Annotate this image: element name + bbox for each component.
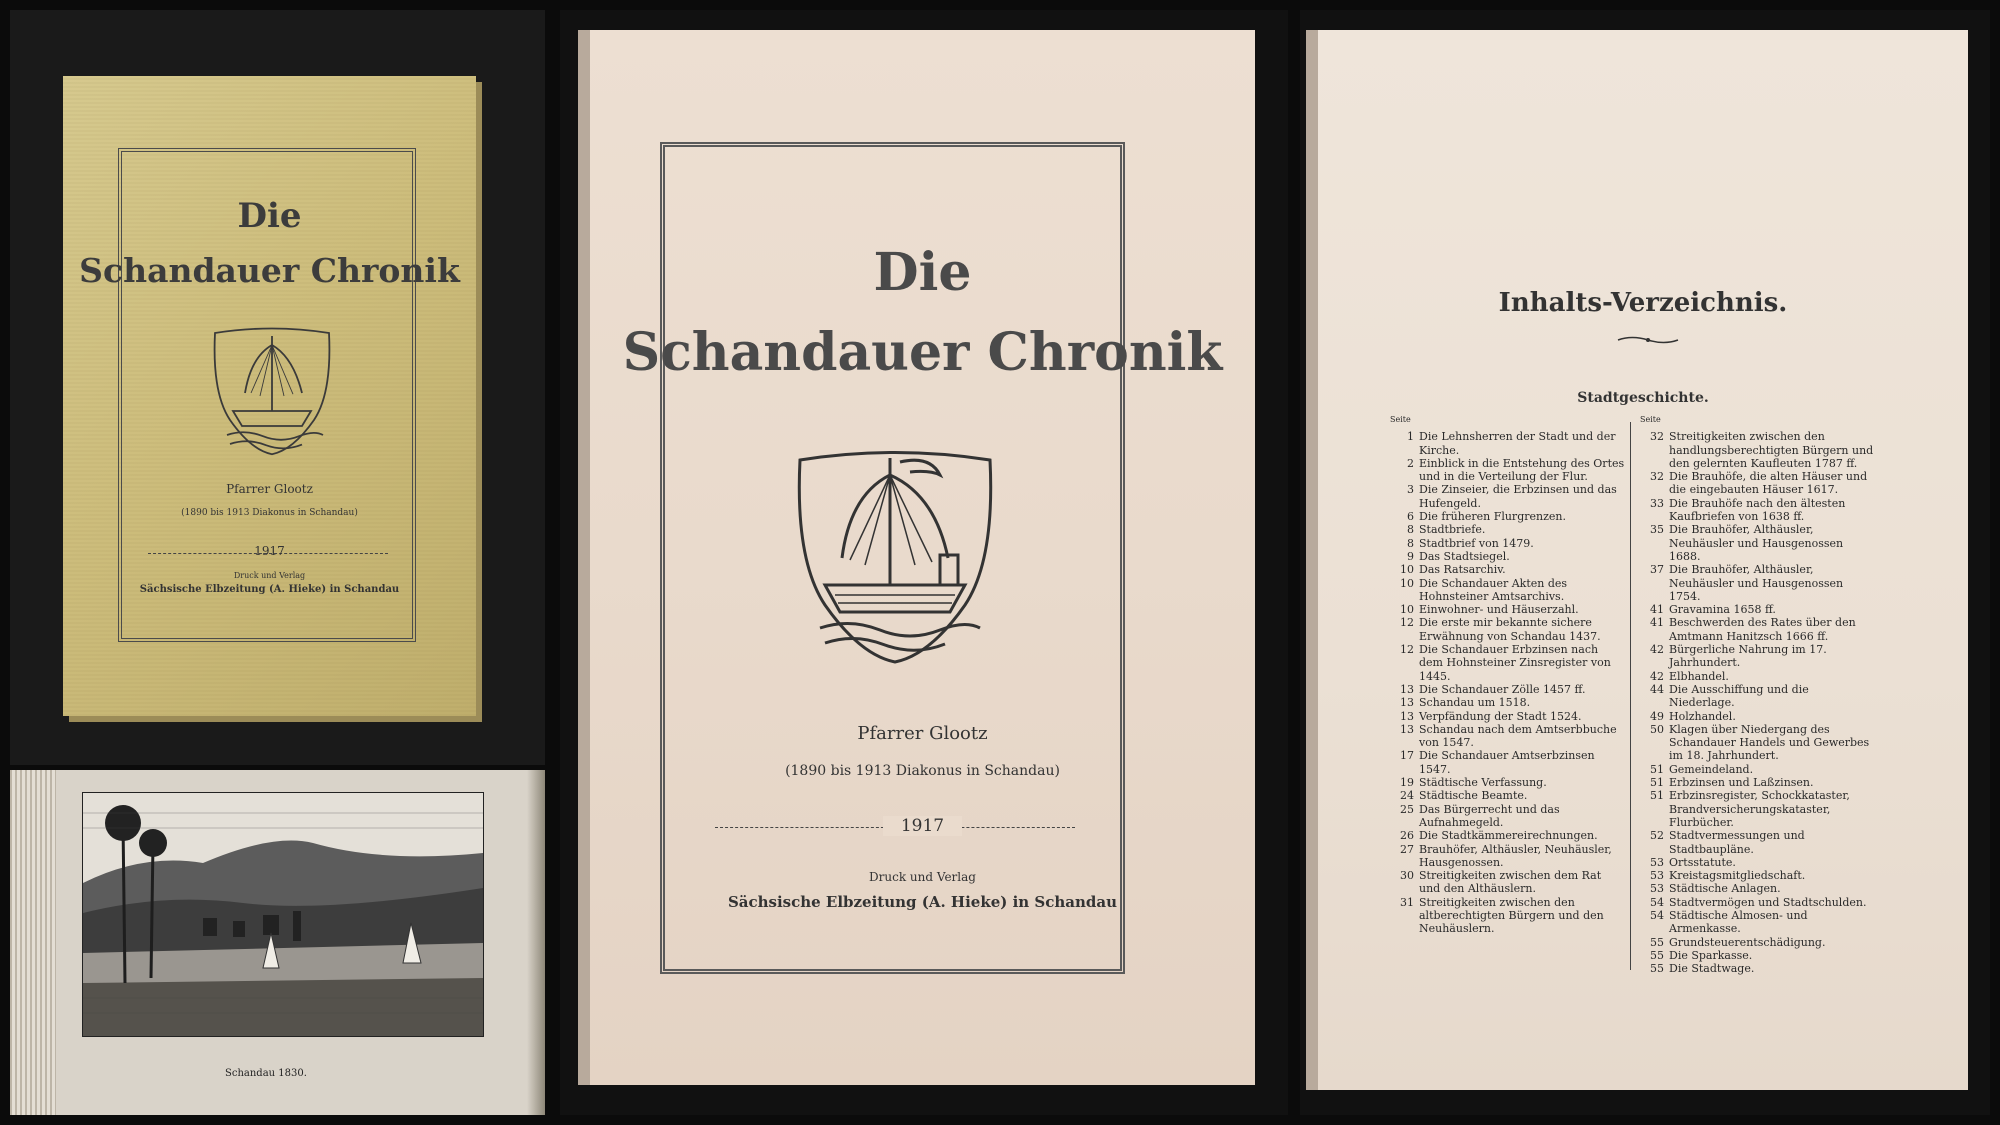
entry-text: Erbzinsen und Laßzinsen. bbox=[1669, 776, 1814, 790]
entry-text: Die Schandauer Erbzinsen nach dem Hohnsteiner Zinsregister von 1445. bbox=[1419, 643, 1611, 683]
entry-text: Die Stadtwage. bbox=[1669, 962, 1755, 976]
entry-page: 30 bbox=[1400, 869, 1414, 883]
entry-text: Klagen über Niedergang des Schandauer Handels und Gewerbes im 18. Jahrhundert. bbox=[1669, 722, 1870, 763]
entry-page: 25 bbox=[1400, 802, 1414, 816]
entry-page: 53 bbox=[1650, 882, 1664, 896]
contents-entry bbox=[1390, 696, 1625, 709]
entry-text: Grundsteuerentschädigung. bbox=[1669, 935, 1826, 949]
entry-page: 49 bbox=[1650, 709, 1664, 723]
entry-page: 55 bbox=[1650, 935, 1664, 949]
contents-entry bbox=[1640, 430, 1875, 470]
coat-of-arms-icon bbox=[780, 440, 1010, 665]
entry-page: 37 bbox=[1650, 563, 1664, 577]
contents-entry bbox=[1390, 457, 1625, 484]
contents-entry bbox=[1640, 909, 1875, 936]
contents-entry bbox=[1640, 896, 1875, 909]
cover-year: 1917 bbox=[254, 544, 285, 558]
contents-heading: Inhalts-Verzeichnis. bbox=[1498, 288, 1788, 318]
entry-text: Streitigkeiten zwischen den altberechtigten Bürgern und den Neuhäuslern. bbox=[1419, 895, 1604, 936]
contents-entry bbox=[1390, 510, 1625, 523]
entry-text: Die Lehnsherren der Stadt und der Kirche. bbox=[1419, 430, 1616, 457]
entry-text: Städtische Anlagen. bbox=[1669, 882, 1781, 896]
cover-note: (1890 bis 1913 Diakonus in Schandau) bbox=[181, 508, 358, 518]
entry-text: Die Brauhöfe, die alten Häuser und die eingebauten Häuser 1617. bbox=[1669, 470, 1868, 497]
entry-page: 9 bbox=[1407, 549, 1414, 563]
entry-page: 50 bbox=[1650, 722, 1664, 736]
engraving-caption: Schandau 1830. bbox=[225, 1068, 307, 1079]
entry-page: 53 bbox=[1650, 869, 1664, 883]
title-page-author: Pfarrer Glootz bbox=[857, 723, 988, 744]
entry-text: Stadtbriefe. bbox=[1419, 523, 1486, 537]
entry-text: Bürgerliche Nahrung im 17. Jahrhundert. bbox=[1669, 643, 1827, 670]
entry-text: Brauhöfer, Althäusler, Neuhäusler, Hausgenossen. bbox=[1419, 842, 1612, 869]
contents-entry bbox=[1640, 710, 1875, 723]
contents-column-left bbox=[1390, 413, 1625, 936]
contents-entry bbox=[1640, 789, 1875, 829]
contents-entry bbox=[1390, 723, 1625, 750]
entry-text: Holzhandel. bbox=[1669, 709, 1736, 723]
contents-entry bbox=[1390, 643, 1625, 683]
entry-text: Stadtvermögen und Stadtschulden. bbox=[1669, 895, 1867, 909]
coat-of-arms-icon bbox=[203, 321, 341, 456]
contents-entry bbox=[1640, 936, 1875, 949]
contents-page bbox=[1318, 30, 1968, 1090]
contents-entry bbox=[1390, 603, 1625, 616]
entry-text: Das Ratsarchiv. bbox=[1419, 563, 1506, 577]
entry-text: Kreistagsmitgliedschaft. bbox=[1669, 869, 1806, 883]
title-page-year-text: 1917 bbox=[883, 816, 962, 836]
entry-page: 32 bbox=[1650, 430, 1664, 444]
contents-entry bbox=[1640, 497, 1875, 524]
entry-page: 10 bbox=[1400, 576, 1414, 590]
contents-section: Stadtgeschichte. bbox=[1577, 390, 1709, 406]
contents-entry bbox=[1640, 882, 1875, 895]
column-label: Seite bbox=[1390, 415, 1411, 424]
entry-text: Schandau um 1518. bbox=[1419, 696, 1531, 710]
title-page-photo bbox=[560, 10, 1288, 1115]
contents-page-photo bbox=[1300, 10, 1990, 1115]
entry-page: 44 bbox=[1650, 682, 1664, 696]
entry-text: Die Zinseier, die Erbzinsen und das Hufengeld. bbox=[1419, 483, 1617, 510]
cover-title-line2: Schandauer Chronik bbox=[79, 251, 460, 290]
book-cover bbox=[63, 76, 476, 716]
entry-page: 31 bbox=[1400, 895, 1414, 909]
entry-text: Das Stadtsiegel. bbox=[1419, 549, 1510, 563]
contents-entry bbox=[1640, 616, 1875, 643]
entry-text: Städtische Verfassung. bbox=[1419, 776, 1547, 790]
entry-page: 2 bbox=[1407, 456, 1414, 470]
entry-page: 55 bbox=[1650, 948, 1664, 962]
contents-entry bbox=[1390, 829, 1625, 842]
contents-entry bbox=[1390, 577, 1625, 604]
entry-text: Elbhandel. bbox=[1669, 669, 1729, 683]
contents-entry bbox=[1640, 869, 1875, 882]
entry-page: 41 bbox=[1650, 616, 1664, 630]
entry-page: 51 bbox=[1650, 789, 1664, 803]
entry-text: Ortsstatute. bbox=[1669, 855, 1736, 869]
cover-publisher-line2: Sächsische Elbzeitung (A. Hieke) in Schandau bbox=[139, 584, 400, 595]
title-page-publisher-line1: Druck und Verlag bbox=[869, 870, 976, 884]
entry-text: Streitigkeiten zwischen den handlungsberechtigten Bürgern und den gelernten Kaufleuten 1787 ff. bbox=[1669, 430, 1874, 470]
entry-page: 12 bbox=[1400, 616, 1414, 630]
entry-text: Städtische Beamte. bbox=[1419, 789, 1528, 803]
contents-entry bbox=[1390, 483, 1625, 510]
entry-text: Die früheren Flurgrenzen. bbox=[1419, 510, 1566, 524]
entry-text: Die Brauhöfe nach den ältesten Kaufbriefen von 1638 ff. bbox=[1669, 496, 1846, 524]
contents-entry bbox=[1640, 856, 1875, 869]
contents-entry bbox=[1640, 949, 1875, 962]
contents-entry bbox=[1640, 643, 1875, 670]
engraving-photo bbox=[10, 770, 545, 1115]
entry-text: Die Schandauer Zölle 1457 ff. bbox=[1419, 682, 1586, 696]
contents-entry bbox=[1390, 616, 1625, 643]
contents-entry bbox=[1390, 776, 1625, 789]
entry-page: 13 bbox=[1400, 682, 1414, 696]
entry-page: 32 bbox=[1650, 470, 1664, 484]
entry-page: 26 bbox=[1400, 829, 1414, 843]
entry-page: 35 bbox=[1650, 523, 1664, 537]
entry-page: 41 bbox=[1650, 603, 1664, 617]
entry-text: Schandau nach dem Amtserbbuche von 1547. bbox=[1419, 722, 1617, 750]
contents-column-right bbox=[1640, 413, 1875, 975]
entry-page: 33 bbox=[1650, 496, 1664, 510]
entry-text: Stadtbrief von 1479. bbox=[1419, 536, 1534, 550]
entry-page: 1 bbox=[1407, 430, 1414, 444]
entry-text: Die Schandauer Akten des Hohnsteiner Amtsarchivs. bbox=[1419, 576, 1568, 603]
contents-entry bbox=[1640, 683, 1875, 710]
contents-entry bbox=[1390, 843, 1625, 870]
cover-author: Pfarrer Glootz bbox=[226, 482, 313, 496]
contents-entry bbox=[1390, 537, 1625, 550]
contents-entry bbox=[1640, 470, 1875, 497]
entry-text: Die Brauhöfer, Althäusler, Neuhäusler und Hausgenossen 1754. bbox=[1669, 563, 1844, 603]
entry-page: 13 bbox=[1400, 722, 1414, 736]
entry-page: 24 bbox=[1400, 789, 1414, 803]
contents-entry bbox=[1390, 869, 1625, 896]
title-page bbox=[590, 30, 1255, 1085]
cover-title-line1: Die bbox=[237, 196, 302, 236]
contents-entry bbox=[1640, 603, 1875, 616]
entry-page: 10 bbox=[1400, 563, 1414, 577]
entry-text: Gemeindeland. bbox=[1669, 762, 1754, 776]
contents-entry bbox=[1390, 749, 1625, 776]
entry-page: 55 bbox=[1650, 962, 1664, 976]
contents-entry bbox=[1390, 710, 1625, 723]
contents-entry bbox=[1640, 763, 1875, 776]
entry-text: Das Bürgerrecht und das Aufnahmegeld. bbox=[1419, 802, 1560, 829]
entry-page: 8 bbox=[1407, 536, 1414, 550]
contents-entry bbox=[1640, 670, 1875, 683]
cover-photo bbox=[10, 10, 545, 765]
contents-entry bbox=[1390, 803, 1625, 830]
entry-page: 54 bbox=[1650, 895, 1664, 909]
entry-text: Die Stadtkämmereirechnungen. bbox=[1419, 829, 1598, 843]
contents-entry bbox=[1390, 896, 1625, 936]
contents-entry bbox=[1390, 683, 1625, 696]
entry-page: 13 bbox=[1400, 696, 1414, 710]
contents-entry bbox=[1640, 723, 1875, 763]
title-page-title-line2: Schandauer Chronik bbox=[622, 322, 1223, 383]
ornament-icon bbox=[1616, 335, 1680, 345]
entry-page: 13 bbox=[1400, 709, 1414, 723]
entry-text: Einwohner- und Häuserzahl. bbox=[1419, 603, 1579, 617]
cover-publisher-line1: Druck und Verlag bbox=[233, 571, 306, 580]
entry-text: Gravamina 1658 ff. bbox=[1669, 603, 1776, 617]
entry-text: Die Brauhöfer, Althäusler, Neuhäusler und Hausgenossen 1688. bbox=[1669, 523, 1844, 563]
contents-entry bbox=[1390, 563, 1625, 576]
entry-page: 17 bbox=[1400, 749, 1414, 763]
contents-entry bbox=[1640, 563, 1875, 603]
entry-text: Einblick in die Entstehung des Ortes und in die Verteilung der Flur. bbox=[1419, 456, 1625, 484]
entry-text: Stadtvermessungen und Stadtbaupläne. bbox=[1669, 829, 1805, 856]
entry-text: Die erste mir bekannte sichere Erwähnung von Schandau 1437. bbox=[1419, 616, 1601, 643]
entry-page: 8 bbox=[1407, 523, 1414, 537]
contents-entry bbox=[1640, 962, 1875, 975]
page-edges bbox=[10, 770, 56, 1115]
entry-page: 52 bbox=[1650, 829, 1664, 843]
entry-page: 53 bbox=[1650, 855, 1664, 869]
entry-page: 51 bbox=[1650, 776, 1664, 790]
entry-text: Die Sparkasse. bbox=[1669, 948, 1753, 962]
contents-entry bbox=[1640, 523, 1875, 563]
title-page-year bbox=[590, 816, 1255, 836]
entry-page: 42 bbox=[1650, 643, 1664, 657]
column-label: Seite bbox=[1640, 415, 1661, 424]
entry-text: Streitigkeiten zwischen dem Rat und den Althäuslern. bbox=[1419, 869, 1602, 896]
entry-text: Städtische Almosen- und Armenkasse. bbox=[1669, 908, 1808, 936]
entry-text: Beschwerden des Rates über den Amtmann Hanitzsch 1666 ff. bbox=[1669, 616, 1856, 643]
title-page-title-line1: Die bbox=[873, 242, 972, 303]
title-page-publisher-line2: Sächsische Elbzeitung (A. Hieke) in Schandau bbox=[727, 893, 1118, 911]
entry-page: 6 bbox=[1407, 510, 1414, 524]
contents-entry bbox=[1390, 789, 1625, 802]
entry-page: 12 bbox=[1400, 643, 1414, 657]
entry-text: Die Ausschiffung und die Niederlage. bbox=[1669, 682, 1809, 710]
contents-entry bbox=[1640, 829, 1875, 856]
entry-page: 27 bbox=[1400, 842, 1414, 856]
entry-page: 42 bbox=[1650, 669, 1664, 683]
entry-page: 19 bbox=[1400, 776, 1414, 790]
title-page-note: (1890 bis 1913 Diakonus in Schandau) bbox=[785, 763, 1060, 779]
entry-text: Verpfändung der Stadt 1524. bbox=[1419, 709, 1582, 723]
column-divider bbox=[1630, 422, 1631, 970]
entry-text: Die Schandauer Amtserbzinsen 1547. bbox=[1419, 749, 1595, 776]
book-gutter bbox=[527, 770, 545, 1115]
entry-page: 10 bbox=[1400, 603, 1414, 617]
entry-page: 54 bbox=[1650, 908, 1664, 922]
entry-text: Erbzinsregister, Schockkataster, Brandversicherungskataster, Flurbücher. bbox=[1669, 789, 1850, 829]
contents-entry bbox=[1390, 523, 1625, 536]
entry-page: 51 bbox=[1650, 762, 1664, 776]
contents-entry bbox=[1390, 430, 1625, 457]
engraving-image bbox=[82, 792, 484, 1037]
entry-page: 3 bbox=[1407, 483, 1414, 497]
contents-entry bbox=[1390, 550, 1625, 563]
contents-entry bbox=[1640, 776, 1875, 789]
